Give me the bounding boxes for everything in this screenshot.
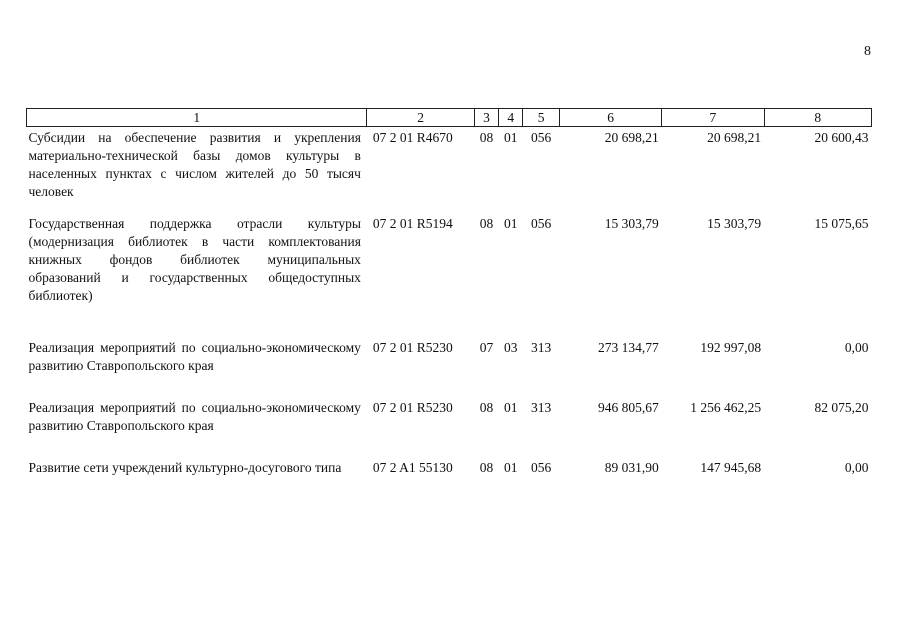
table-row	[27, 397, 872, 457]
row-code: 07 2 01 R5230	[372, 400, 453, 415]
row-col-5: 056	[531, 216, 552, 231]
row-col-8: 0,00	[844, 340, 869, 355]
row-col-8: 82 075,20	[814, 400, 869, 415]
header-col-4: 4	[499, 109, 523, 127]
row-col-4: 03	[504, 340, 518, 355]
row-col-6: 15 303,79	[604, 216, 659, 231]
row-code: 07 2 01 R4670	[372, 130, 453, 145]
row-col-6: 89 031,90	[604, 460, 659, 475]
row-col-4: 01	[504, 130, 518, 145]
row-col-5: 313	[531, 340, 552, 355]
row-col-8: 15 075,65	[814, 216, 869, 231]
row-col-7: 20 698,21	[707, 130, 762, 145]
row-col-4: 01	[504, 216, 518, 231]
row-col-4: 01	[504, 460, 518, 475]
row-col-3: 08	[479, 400, 494, 415]
header-col-6: 6	[559, 109, 661, 127]
row-name: Субсидии на обеспечение развития и укрепления материально-технической базы домов культуры в населенных пунктах с числом жителей до 50 тысяч человек	[28, 130, 361, 199]
row-name: Реализация мероприятий по социально-экономическому развитию Ставропольского края	[28, 400, 361, 433]
row-name: Государственная поддержка отрасли культуры (модернизация библиотек в части комплектования книжных фондов библиотек муниципальных образований и государственных общедоступных библиотек)	[28, 216, 361, 303]
row-col-3: 08	[479, 216, 494, 231]
header-col-8: 8	[764, 109, 871, 127]
row-col-4: 01	[504, 400, 518, 415]
row-col-5: 313	[531, 400, 552, 415]
row-col-5: 056	[531, 460, 552, 475]
row-col-6: 273 134,77	[597, 340, 659, 355]
row-col-7: 1 256 462,25	[690, 400, 762, 415]
row-col-8: 20 600,43	[814, 130, 869, 145]
header-col-5: 5	[523, 109, 559, 127]
row-col-7: 192 997,08	[700, 340, 762, 355]
row-code: 07 2 01 R5230	[372, 340, 453, 355]
header-col-1: 1	[27, 109, 367, 127]
row-col-3: 07	[479, 340, 494, 355]
table-header-row	[27, 109, 872, 127]
header-col-3: 3	[474, 109, 498, 127]
row-col-5: 056	[531, 130, 552, 145]
table-row	[27, 127, 872, 214]
row-col-6: 20 698,21	[604, 130, 659, 145]
row-name: Реализация мероприятий по социально-экономическому развитию Ставропольского края	[28, 340, 361, 373]
row-code: 07 2 A1 55130	[372, 460, 453, 475]
header-col-7: 7	[662, 109, 764, 127]
row-col-7: 15 303,79	[707, 216, 762, 231]
row-col-6: 946 805,67	[597, 400, 659, 415]
table-row	[27, 457, 872, 477]
row-col-3: 08	[479, 460, 494, 475]
budget-table	[26, 108, 872, 477]
row-name: Развитие сети учреждений культурно-досугового типа	[28, 460, 342, 475]
table-row	[27, 337, 872, 397]
table-row	[27, 213, 872, 337]
row-col-8: 0,00	[844, 460, 869, 475]
row-col-3: 08	[479, 130, 494, 145]
header-col-2: 2	[367, 109, 474, 127]
row-code: 07 2 01 R5194	[372, 216, 453, 231]
page-number: 8	[864, 44, 871, 59]
row-col-7: 147 945,68	[700, 460, 762, 475]
